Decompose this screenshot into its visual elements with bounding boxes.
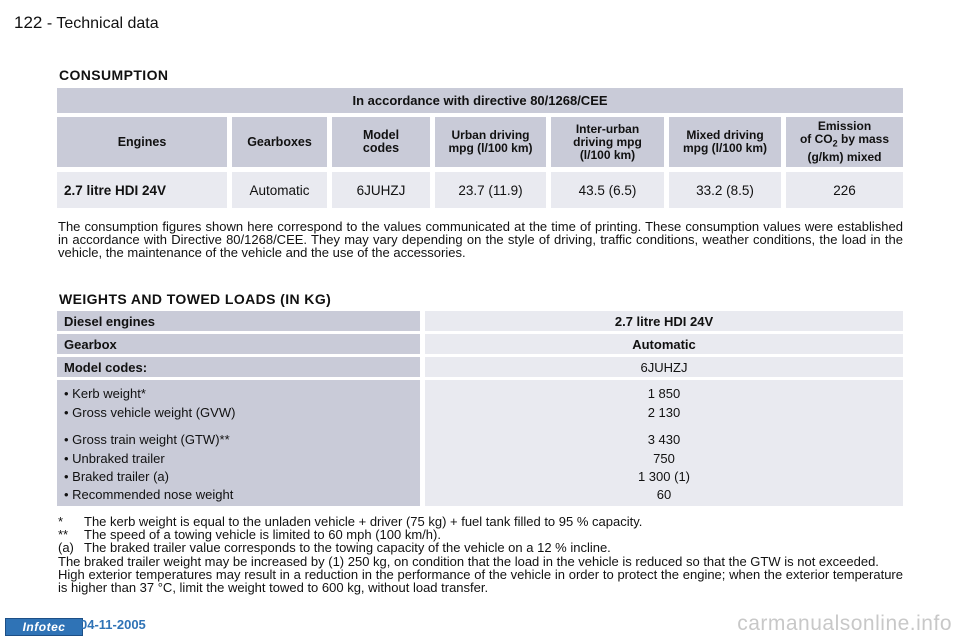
infotec-logo: Infotec xyxy=(5,618,83,636)
consumption-data-row xyxy=(57,172,903,208)
header-inter-urban-line2: driving mpg xyxy=(573,134,642,149)
row-emission: 226 xyxy=(786,172,903,208)
weight-item-label: • Gross train weight (GTW)** xyxy=(64,432,230,447)
weights-items-values xyxy=(425,380,903,506)
row-gearbox: Automatic xyxy=(232,172,332,208)
weight-item-label: • Braked trailer (a) xyxy=(64,469,169,484)
directive-band: In accordance with directive 80/1268/CEE xyxy=(57,88,903,113)
header-emission-line3: (g/km) mixed xyxy=(807,149,882,164)
header-urban-line1: Urban driving xyxy=(451,128,530,142)
header-urban-line2: mpg (l/100 km) xyxy=(448,141,533,155)
weight-item-label: • Recommended nose weight xyxy=(64,487,234,502)
consumption-table xyxy=(57,117,903,208)
header-emission-line1: Emission xyxy=(817,119,872,134)
row-mixed: 33.2 (8.5) xyxy=(669,172,786,208)
note-a-text: The braked trailer value corresponds to the towing capacity of the vehicle on a 12 % incline. xyxy=(84,540,611,556)
gearbox-label: Gearbox xyxy=(57,334,420,354)
weight-item-value: 750 xyxy=(653,451,675,466)
header-urban xyxy=(435,117,551,167)
weights-row-model-codes xyxy=(57,357,903,377)
header-emission-line2 xyxy=(799,132,890,149)
note-double-star-mark: ** xyxy=(58,527,69,543)
header-inter-urban-line1: Inter-urban xyxy=(575,121,640,136)
note-star-text: The kerb weight is equal to the unladen vehicle + driver (75 kg) + fuel tank filled to 95 % capacity. xyxy=(84,514,643,529)
weight-item-label: • Gross vehicle weight (GVW) xyxy=(64,405,236,420)
row-urban: 23.7 (11.9) xyxy=(435,172,551,208)
row-inter-urban: 43.5 (6.5) xyxy=(551,172,669,208)
header-separator: - xyxy=(46,15,53,32)
consumption-paragraph: The consumption figures shown here correspond to the values communicated at the time of printing. These consumption values were established in accordance with Directive 80/1268/CEE. They may vary depending on the style of driving, traffic conditions, weather conditions, the load in the vehicle, the maintenance of the vehicle and the use of the accessories. xyxy=(58,219,903,261)
watermark: carmanualsonline.info xyxy=(737,612,952,635)
header-model-codes xyxy=(332,117,435,167)
row-model-code: 6JUHZJ xyxy=(332,172,435,208)
header-emission xyxy=(786,117,903,167)
header-mixed xyxy=(669,117,786,167)
consumption-title: CONSUMPTION xyxy=(59,67,169,83)
diesel-engines-value: 2.7 litre HDI 24V xyxy=(425,311,903,331)
page-title: Technical data xyxy=(56,15,159,32)
note-braked-increase: The braked trailer weight may be increased by (1) 250 kg, on condition that the load in the vehicle is reduced so that the GTW is not exceeded. xyxy=(58,553,879,569)
weights-row-diesel xyxy=(57,311,903,331)
weights-title: WEIGHTS AND TOWED LOADS (IN KG) xyxy=(59,291,332,307)
weight-item-value: 1 850 xyxy=(647,386,681,401)
note-a-mark: (a) xyxy=(58,540,74,556)
note-a xyxy=(58,541,903,554)
co-suffix: by mass xyxy=(837,132,890,147)
header-model-codes-line1: Model xyxy=(362,128,400,142)
header-model-codes-line2: codes xyxy=(362,141,400,155)
page-header xyxy=(14,13,159,33)
note-star-mark: * xyxy=(58,514,64,529)
header-engines: Engines xyxy=(57,117,232,167)
model-codes-value: 6JUHZJ xyxy=(425,357,903,377)
model-codes-label: Model codes: xyxy=(57,357,420,377)
row-engine: 2.7 litre HDI 24V xyxy=(57,172,232,208)
co-prefix: of CO xyxy=(799,132,833,147)
header-mixed-line2: mpg (l/100 km) xyxy=(682,141,768,155)
diesel-engines-label: Diesel engines xyxy=(57,311,420,331)
header-gearboxes: Gearboxes xyxy=(232,117,332,167)
weight-item-value: 3 430 xyxy=(647,432,681,447)
weight-item-value: 60 xyxy=(656,487,672,502)
header-inter-urban xyxy=(551,117,669,167)
gearbox-value: Automatic xyxy=(425,334,903,354)
weights-items-labels xyxy=(57,380,420,506)
weights-row-gearbox xyxy=(57,334,903,354)
co2-subscript: 2 xyxy=(832,138,838,149)
weight-item-value: 1 300 (1) xyxy=(637,469,691,484)
consumption-header-row xyxy=(57,117,903,167)
header-mixed-line1: Mixed driving xyxy=(686,128,764,142)
weights-items-box xyxy=(57,380,903,506)
weight-item-label: • Unbraked trailer xyxy=(64,451,165,466)
header-inter-urban-line3: (l/100 km) xyxy=(579,147,636,162)
weight-item-value: 2 130 xyxy=(647,405,681,420)
note-high-temperature: High exterior temperatures may result in a reduction in the performance of the vehicle in order to protect the engine; when the exterior temperature is higher than 37 °C, limit the weight towed to 600 kg, without load transfer. xyxy=(58,566,903,596)
footer-date: 04-11-2005 xyxy=(80,617,146,632)
footnotes xyxy=(58,515,903,594)
page-number: 122 xyxy=(14,13,43,32)
note-double-star-text: The speed of a towing vehicle is limited to 60 mph (100 km/h). xyxy=(84,527,441,543)
weight-item-label: • Kerb weight* xyxy=(64,386,146,401)
